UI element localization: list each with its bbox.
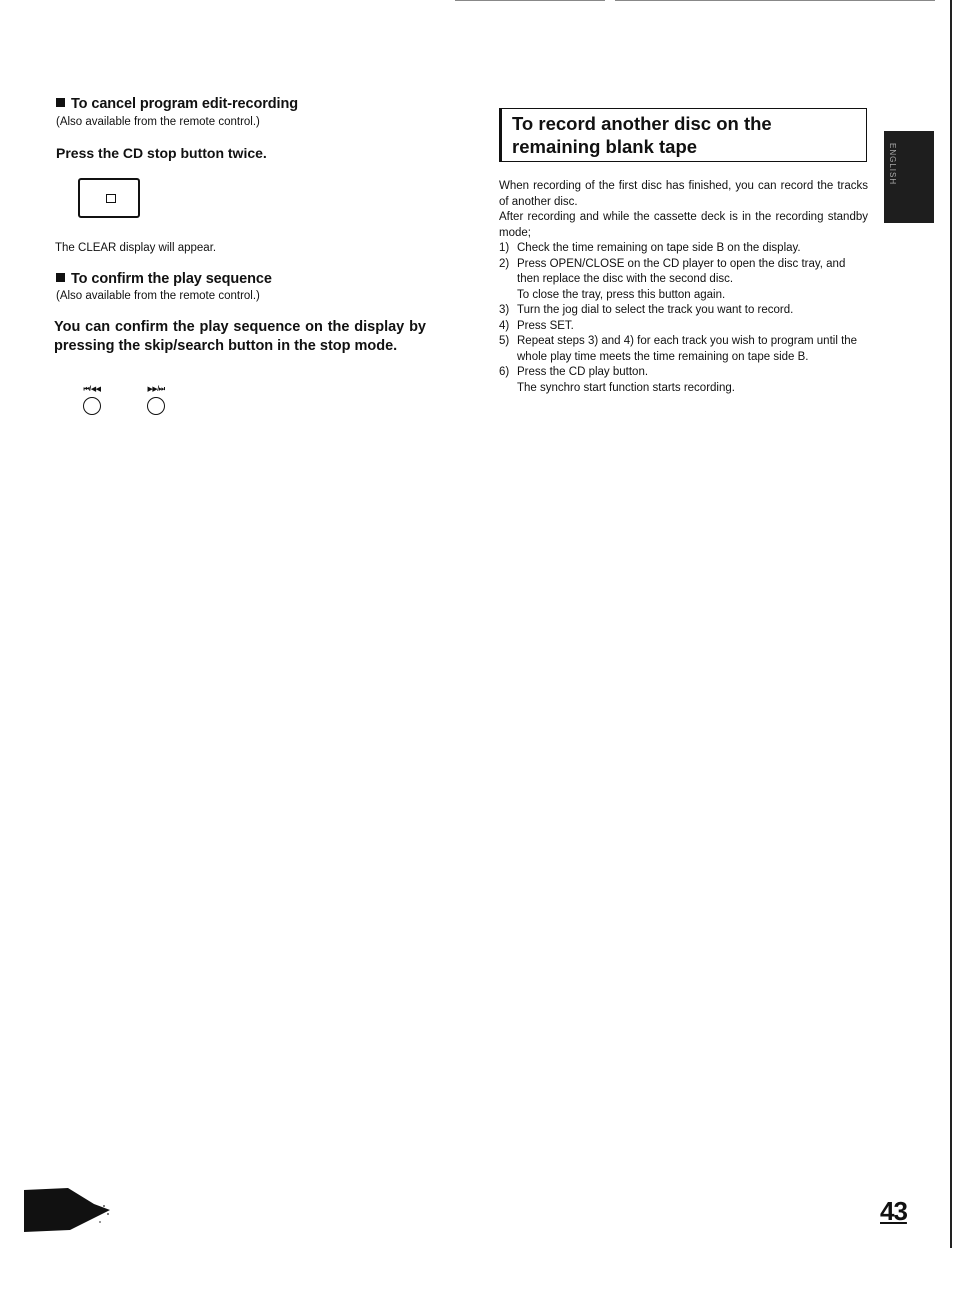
stop-icon xyxy=(106,194,116,203)
cancel-result: The CLEAR display will appear. xyxy=(55,242,217,254)
step-item: 1) Check the time remaining on tape side B on the display. xyxy=(499,242,801,254)
skip-back-circle-icon xyxy=(83,397,101,415)
top-scan-line-2 xyxy=(615,0,935,1)
skip-forward-circle-icon xyxy=(147,397,165,415)
cancel-note: (Also available from the remote control.) xyxy=(56,116,260,128)
record-intro: When recording of the first disc has finished, you can record the tracks of another disc. xyxy=(499,180,868,208)
skip-forward-button-illustration xyxy=(141,386,171,415)
record-body xyxy=(499,179,868,396)
cancel-heading-text: To cancel program edit-recording xyxy=(71,96,298,112)
record-steps-list xyxy=(499,241,868,396)
square-bullet-icon xyxy=(56,98,65,107)
language-tab xyxy=(884,131,934,223)
cancel-instruction: Press the CD stop button twice. xyxy=(56,145,267,161)
step-item: 6) Press the CD play button. The synchro start function starts recording. xyxy=(499,366,735,394)
top-scan-line xyxy=(455,0,605,1)
skip-back-label: ⏮/◀◀ xyxy=(83,386,101,393)
confirm-note: (Also available from the remote control.) xyxy=(56,290,260,302)
cd-stop-button-illustration xyxy=(78,178,140,218)
cancel-heading xyxy=(56,96,298,112)
record-section-title xyxy=(499,108,867,162)
confirm-heading-text: To confirm the play sequence xyxy=(71,271,272,287)
confirm-heading xyxy=(56,271,272,287)
step-item: 4) Press SET. xyxy=(499,319,574,332)
page-arrow-icon xyxy=(24,1186,114,1236)
page-number: 43 xyxy=(880,1196,907,1226)
record-after: After recording and while the cassette deck is in the recording standby mode; xyxy=(499,211,868,239)
step-item: 5) Repeat steps 3) and 4) for each track you wish to program until the whole play time meets the time remaining on tape side B. xyxy=(499,335,858,363)
skip-forward-label: ▶▶/⏭ xyxy=(147,386,165,393)
record-title-line1: To record another disc on the xyxy=(512,113,772,134)
step-item: 3) Turn the jog dial to select the track you want to record. xyxy=(499,304,794,316)
confirm-instruction: You can confirm the play sequence on the display by pressing the skip/search button in the stop mode. xyxy=(54,319,426,354)
step-item: 2) Press OPEN/CLOSE on the CD player to open the disc tray, and then replace the disc with the second disc. To close the tray, press this button again. xyxy=(499,257,846,301)
page-edge-line xyxy=(950,0,952,1248)
record-title-line2: remaining blank tape xyxy=(512,136,698,157)
square-bullet-icon xyxy=(56,273,65,282)
skip-back-button-illustration xyxy=(77,386,107,415)
language-tab-label: ENGLISH xyxy=(888,143,897,186)
